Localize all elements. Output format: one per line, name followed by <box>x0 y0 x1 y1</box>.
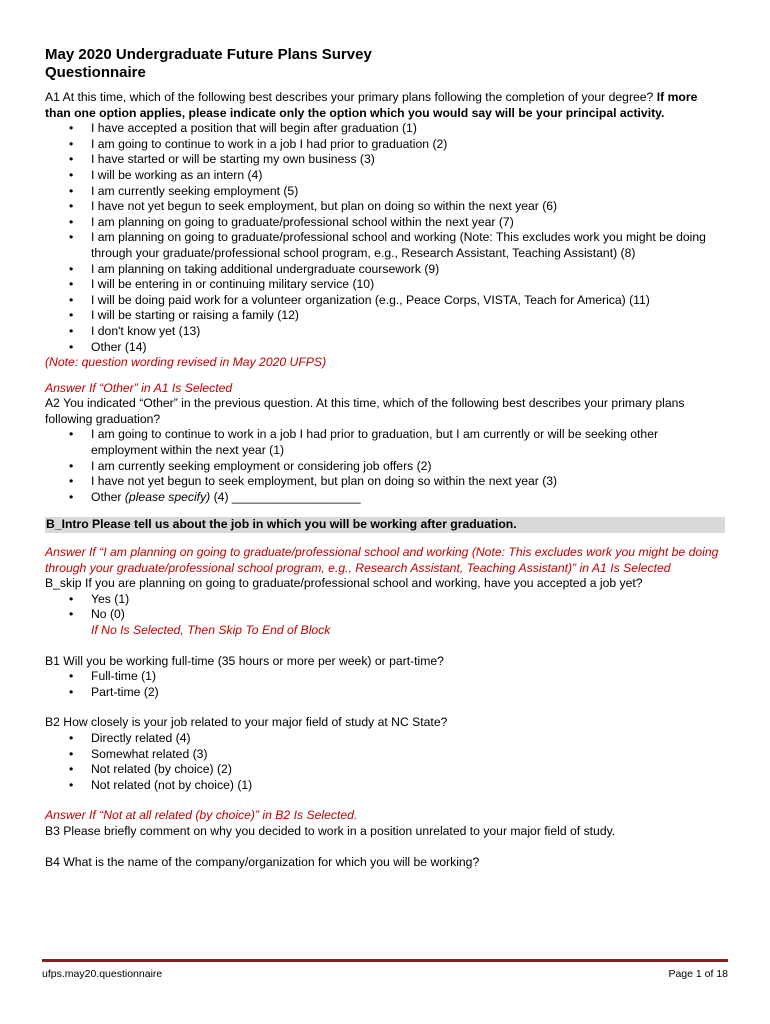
a1-option: • I have not yet begun to seek employment, but plan on doing so within the next year (6) <box>91 199 725 215</box>
page-footer <box>42 959 728 983</box>
a2-other-prefix: Other <box>91 489 125 504</box>
a2-option: • I am currently seeking employment or considering job offers (2) <box>91 459 725 475</box>
a1-option: • I have accepted a position that will begin after graduation (1) <box>91 121 725 137</box>
a2-option-other <box>91 490 725 506</box>
a1-note: (Note: question wording revised in May 2020 UFPS) <box>45 355 327 370</box>
b1-options-list <box>45 669 725 700</box>
footer-filename: ufps.may20.questionnaire <box>42 968 163 980</box>
title-line-2: Questionnaire <box>45 64 146 81</box>
a1-question <box>45 90 725 121</box>
b1-option: • Full-time (1) <box>91 669 725 685</box>
a2-option: • I am going to continue to work in a job I had prior to graduation, but I am currently or will be seeking other employment within the next year (1) <box>91 427 725 458</box>
b3-question: B3 Please briefly comment on why you decided to work in a position unrelated to your major field of study. <box>45 823 616 838</box>
b2-options-list <box>45 731 725 793</box>
a1-option: • I will be entering in or continuing military service (10) <box>91 277 725 293</box>
b3-condition: Answer If “Not at all related (by choice)” in B2 Is Selected. <box>45 808 358 823</box>
b4-question: B4 What is the name of the company/organization for which you will be working? <box>45 854 480 869</box>
a1-option: • I will be working as an intern (4) <box>91 168 725 184</box>
b2-option: • Not related (by choice) (2) <box>91 762 725 778</box>
a1-options-list <box>45 121 725 355</box>
b-skip-note: If No Is Selected, Then Skip To End of Block <box>91 623 331 637</box>
b2-option: • Directly related (4) <box>91 731 725 747</box>
b-intro-heading: B_Intro Please tell us about the job in which you will be working after graduation. <box>45 517 725 533</box>
a1-option: • I am currently seeking employment (5) <box>91 184 725 200</box>
a1-question-text: A1 At this time, which of the following best describes your primary plans following the completion of your degree? <box>45 90 657 104</box>
b-skip-option: • Yes (1) <box>91 592 725 608</box>
a2-other-suffix: (4) ___________________ <box>210 489 361 504</box>
a1-option: • I am planning on going to graduate/professional school and working (Note: This excludes work you might be doing through your graduate/professional school program, e.g., Research Assistant, Teaching Assistant) (8) <box>91 230 725 261</box>
b-skip-options-list <box>45 592 725 623</box>
a2-condition: Answer If “Other” in A1 Is Selected <box>45 380 233 395</box>
a1-option: • I have started or will be starting my own business (3) <box>91 152 725 168</box>
b2-option: • Somewhat related (3) <box>91 747 725 763</box>
b2-question: B2 How closely is your job related to your major field of study at NC State? <box>45 715 448 730</box>
a1-option: • I don't know yet (13) <box>91 324 725 340</box>
b2-option: • Not related (not by choice) (1) <box>91 778 725 794</box>
a2-option: • I have not yet begun to seek employment, but plan on doing so within the next year (3) <box>91 474 725 490</box>
a2-options-list <box>45 427 725 505</box>
footer-page-number: Page 1 of 18 <box>668 968 728 980</box>
a1-option: • I will be starting or raising a family (12) <box>91 308 725 324</box>
document-page <box>45 46 725 870</box>
a1-option: • I am planning on going to graduate/professional school within the next year (7) <box>91 215 725 231</box>
a2-question: A2 You indicated “Other” in the previous question. At this time, which of the following best describes your primary plans following graduation? <box>45 396 685 426</box>
b-skip-option: • No (0) <box>91 607 725 623</box>
a2-other-italic: (please specify) <box>124 489 211 504</box>
a1-question-bold: If more than one option applies, please indicate only the option which you would say will be your principal activity. <box>45 90 698 120</box>
document-title <box>45 46 725 82</box>
b-skip-question: B_skip If you are planning on going to graduate/professional school and working, have you accepted a job yet? <box>45 576 643 591</box>
a1-option: • I am planning on taking additional undergraduate coursework (9) <box>91 262 725 278</box>
b1-option: • Part-time (2) <box>91 685 725 701</box>
title-line-1: May 2020 Undergraduate Future Plans Survey <box>45 46 372 63</box>
b-skip-condition: Answer If “I am planning on going to graduate/professional school and working (Note: This excludes work you might be doing through your graduate/professional school program, e.g., Research Assistant, Teaching Assistant)” in A1 Is Selected <box>45 545 719 575</box>
a1-option: • I am going to continue to work in a job I had prior to graduation (2) <box>91 137 725 153</box>
a1-option: • Other (14) <box>91 340 725 356</box>
a1-option: • I will be doing paid work for a volunteer organization (e.g., Peace Corps, VISTA, Teach for America) (11) <box>91 293 725 309</box>
b1-question: B1 Will you be working full-time (35 hours or more per week) or part-time? <box>45 653 444 668</box>
